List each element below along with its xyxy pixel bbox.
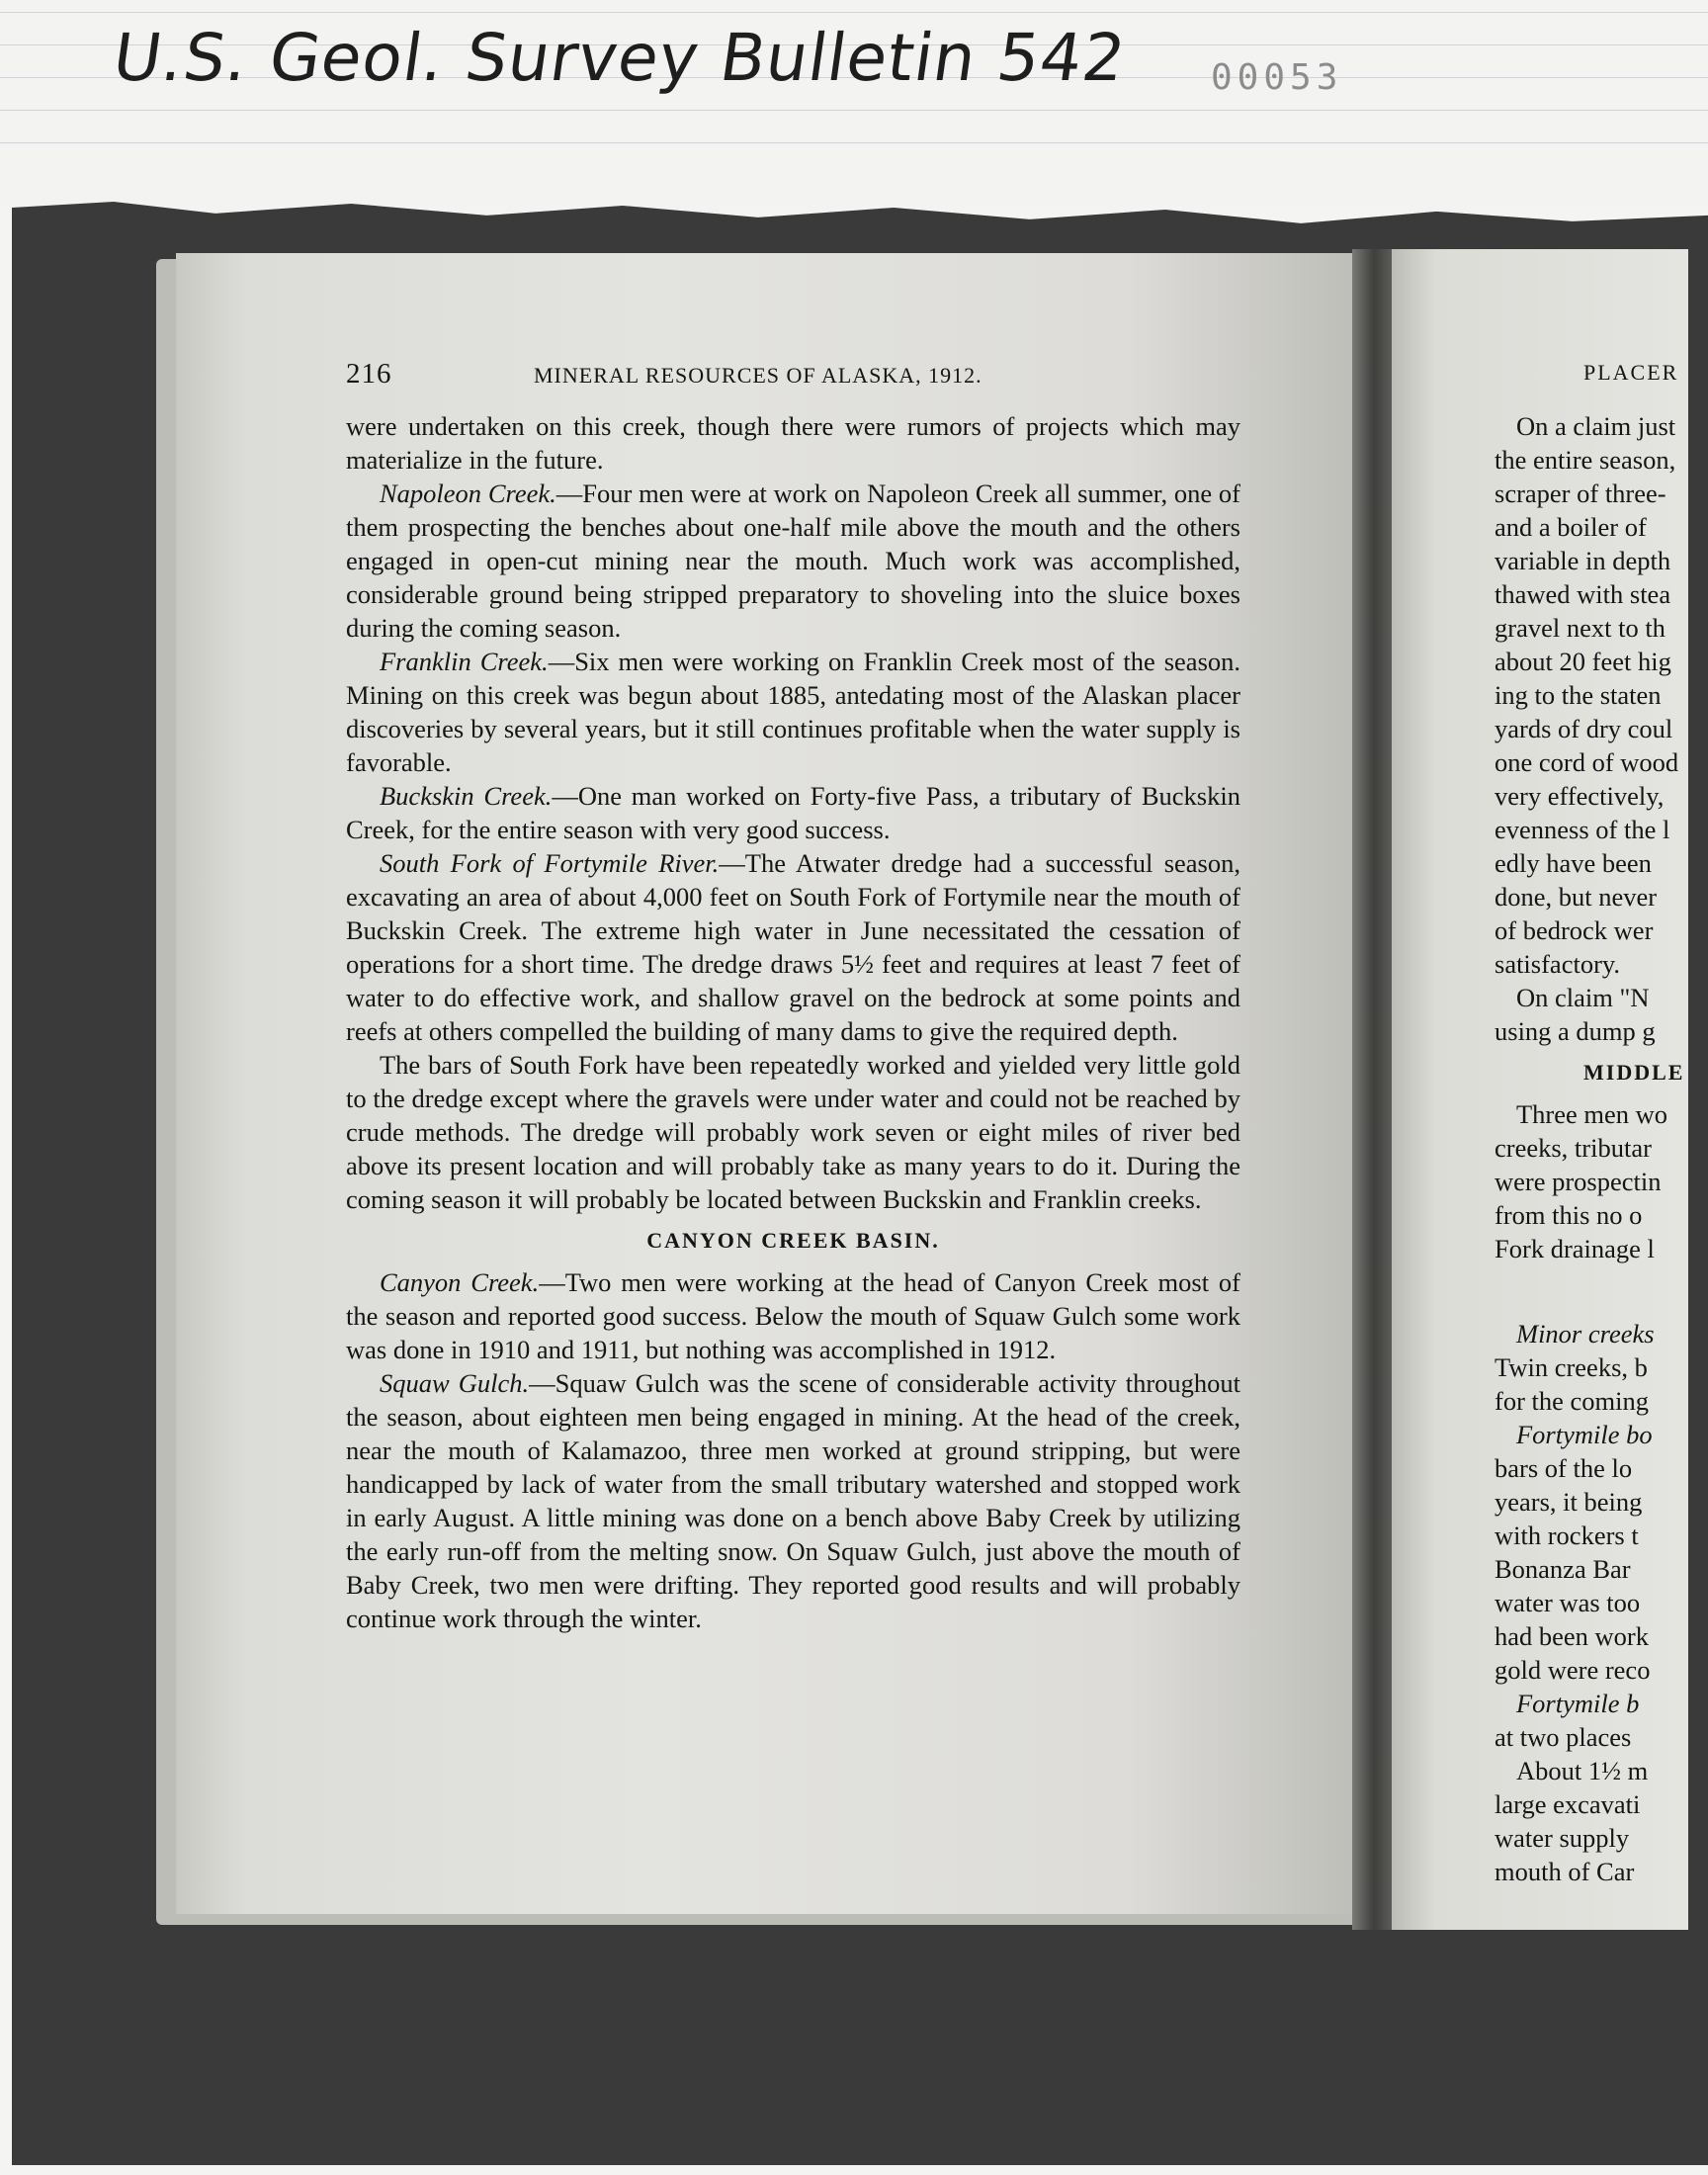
text-line: Fortymile bo: [1516, 1420, 1653, 1449]
text-line: variable in depth: [1494, 546, 1671, 575]
text-line: On a claim just: [1516, 411, 1676, 441]
right-running-head: PLACER: [1583, 360, 1679, 385]
text-line: evenness of the l: [1494, 815, 1670, 844]
text-line: and a boiler of: [1494, 512, 1647, 542]
handwritten-note: U.S. Geol. Survey Bulletin 542: [108, 20, 1131, 96]
text-line: years, it being: [1494, 1487, 1643, 1517]
page-number: 216: [346, 358, 392, 390]
creek-name: Napoleon Creek.: [380, 478, 556, 508]
text-line: creeks, tributar: [1494, 1133, 1652, 1163]
text-line: about 20 feet hig: [1494, 647, 1671, 676]
text-line: one cord of wood: [1494, 747, 1679, 777]
ruled-line: [0, 110, 1708, 111]
text-line: were prospectin: [1494, 1167, 1662, 1196]
paragraph: [346, 779, 1240, 846]
text-line: gravel next to th: [1494, 613, 1665, 643]
section-heading: CANYON CREEK BASIN.: [646, 1228, 940, 1253]
paragraph-text: The bars of South Fork have been repeatedly worked and yielded very little gold to the dredge except where the gravels were under water and could not be reached by crude methods. The dredge will probably work seven or eight miles of river bed above its present location and will probably take as many years to do it. During the coming season it will probably be located between Buckskin and Franklin creeks.: [346, 1050, 1240, 1214]
text-line: mouth of Car: [1494, 1857, 1635, 1886]
text-line: using a dump g: [1494, 1016, 1656, 1046]
creek-name: South Fork of Fortymile River.: [380, 848, 720, 878]
paragraph-text: were undertaken on this creek, though there were rumors of projects which may materialize in the future.: [346, 411, 1240, 475]
text-line: Fortymile b: [1516, 1689, 1640, 1718]
paragraph: [346, 1048, 1240, 1216]
text-line: of bedrock wer: [1494, 915, 1654, 945]
text-line: bars of the lo: [1494, 1453, 1633, 1483]
left-page-text: [346, 358, 1240, 1635]
paragraph-text: —Squaw Gulch was the scene of considerable activity throughout the season, about eighteen men being engaged in mining. At the head of the creek, near the mouth of Kalamazoo, three men worked at ground stripping, but were handicapped by lack of water from the small tributary watershed and stopped work in early August. A little mining was done on a bench above Baby Creek by utilizing the early run-off from the melting snow. On Squaw Gulch, just above the mouth of Baby Creek, two men were drifting. They reported good results and will probably continue work through the winter.: [346, 1368, 1241, 1633]
paragraph: [346, 477, 1240, 645]
text-line: large excavati: [1494, 1789, 1641, 1819]
text-line: satisfactory.: [1494, 949, 1621, 979]
header-strip: [0, 0, 1708, 213]
book-gutter: [1352, 249, 1392, 1930]
text-line: About 1½ m: [1516, 1756, 1649, 1785]
ruled-line: [0, 142, 1708, 143]
creek-name: Franklin Creek.: [380, 647, 549, 676]
running-head-title: MINERAL RESOURCES OF ALASKA, 1912.: [534, 363, 982, 388]
text-line: Bonanza Bar: [1494, 1554, 1631, 1584]
stamp-number: 00053: [1211, 57, 1343, 98]
text-line: edly have been: [1494, 848, 1652, 878]
right-page-text: [1494, 358, 1708, 1888]
text-line: from this no o: [1494, 1200, 1643, 1230]
paragraph: [346, 846, 1240, 1048]
text-line: Fork drainage l: [1494, 1234, 1655, 1263]
text-line: scraper of three-: [1494, 478, 1666, 508]
text-line: On claim "N: [1516, 983, 1650, 1012]
spacer: [1494, 1265, 1708, 1317]
text-line: Three men wo: [1516, 1099, 1668, 1129]
text-line: thawed with stea: [1494, 579, 1671, 609]
paragraph: [346, 409, 1240, 477]
text-line: water supply: [1494, 1823, 1630, 1853]
text-line: the entire season,: [1494, 445, 1676, 475]
paragraph: [346, 1265, 1240, 1366]
text-line: Minor creeks: [1516, 1319, 1655, 1348]
text-line: Twin creeks, b: [1494, 1352, 1648, 1382]
paragraph-text: —Six men were working on Franklin Creek most of the season. Mining on this creek was begun about 1885, antedating most of the Alaskan placer discoveries by several years, but it still continues profitable when the water supply is favorable.: [346, 647, 1241, 777]
ruled-line: [0, 12, 1708, 13]
text-line: for the coming: [1494, 1386, 1650, 1416]
text-line: at two places: [1494, 1722, 1632, 1752]
paragraph-text: —The Atwater dredge had a successful season, excavating an area of about 4,000 feet on South Fork of Fortymile near the mouth of Buckskin Creek. The extreme high water in June necessitated the cessation of operations for a short time. The dredge draws 5½ feet and requires at least 7 feet of water to do effective work, and shallow gravel on the bedrock at some points and reefs at others compelled the building of many dams to give the required depth.: [346, 848, 1240, 1046]
text-line: ing to the staten: [1494, 680, 1662, 710]
paragraph-text: —Four men were at work on Napoleon Creek all summer, one of them prospecting the benches about one-half mile above the mouth and the others engaged in open-cut mining near the mouth. Much work was accomplished, considerable ground being stripped preparatory to shoveling into the sluice boxes during the coming season.: [346, 478, 1240, 643]
text-line: with rockers t: [1494, 1521, 1639, 1550]
creek-name: Buckskin Creek.: [380, 781, 553, 811]
text-line: yards of dry coul: [1494, 714, 1673, 743]
paragraph: [346, 645, 1240, 779]
text-line: very effectively,: [1494, 781, 1665, 811]
paragraph: [346, 1366, 1240, 1635]
text-line: had been work: [1494, 1621, 1649, 1651]
paragraph-text: —Two men were working at the head of Canyon Creek most of the season and reported good success. Below the mouth of Squaw Gulch some work was done in 1910 and 1911, but nothing was accomplished in 1912.: [346, 1267, 1240, 1364]
creek-name: Squaw Gulch.: [380, 1368, 530, 1398]
right-section-heading: MIDDLE: [1583, 1060, 1685, 1085]
running-head: [346, 358, 1240, 409]
creek-name: Canyon Creek.: [380, 1267, 540, 1297]
text-line: water was too: [1494, 1588, 1641, 1617]
text-line: gold were reco: [1494, 1655, 1651, 1685]
paragraph-text: —One man worked on Forty-five Pass, a tributary of Buckskin Creek, for the entire season with very good success.: [346, 781, 1240, 844]
text-line: done, but never: [1494, 882, 1658, 912]
